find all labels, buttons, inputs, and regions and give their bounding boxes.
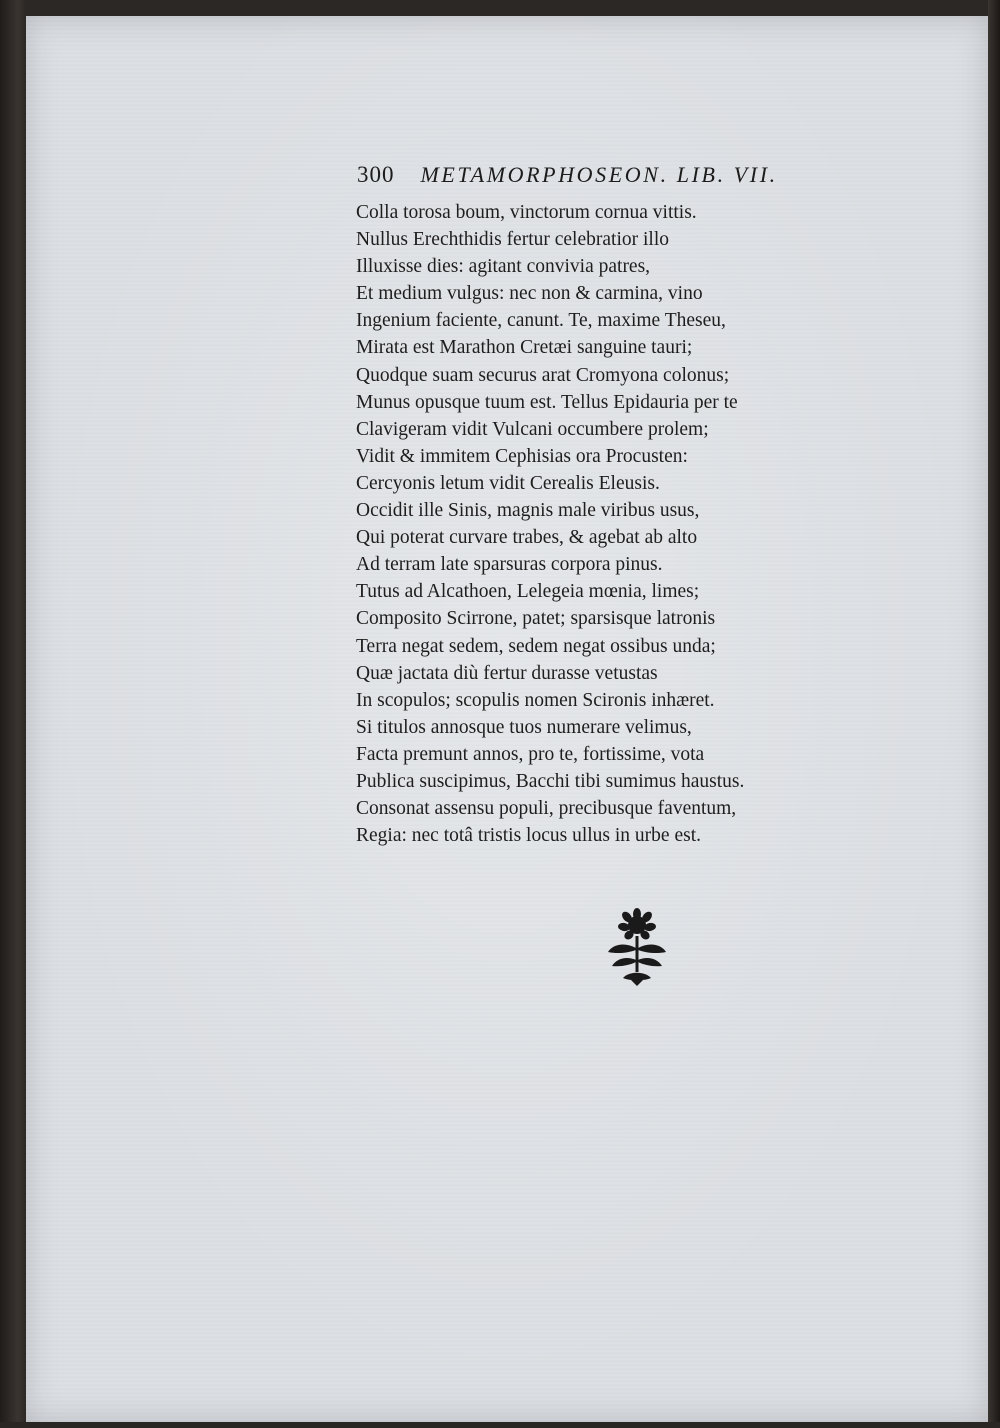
verse-line: Colla torosa boum, vinctorum cornua vittis. — [356, 202, 697, 223]
verse-line: Qui poterat curvare trabes, & agebat ab alto — [356, 527, 698, 549]
verse-line: Quodque suam securus arat Cromyona colonus; — [356, 364, 730, 386]
verse-line: Si titulos annosque tuos numerare velimus, — [356, 716, 692, 738]
verse-line: Publica suscipimus, Bacchi tibi sumimus haustus. — [356, 770, 745, 792]
verse-line: Vidit & immitem Cephisias ora Procusten: — [356, 445, 688, 467]
page-number: 300 — [357, 162, 395, 187]
verse-line: Illuxisse dies: agitant convivia patres, — [356, 256, 651, 278]
page-edge-bottom — [0, 1422, 1000, 1428]
verse-line: Consonat assensu populi, precibusque faventum, — [356, 798, 737, 820]
page-header — [357, 162, 877, 188]
verse-line: In scopulos; scopulis nomen Scironis inhæret. — [356, 689, 715, 711]
running-title: METAMORPHOSEON. LIB. VII. — [420, 162, 778, 187]
verse-line: Munus opusque tuum est. Tellus Epidauria per te — [356, 391, 738, 413]
verse-line: Quæ jactata diù fertur durasse vetustas — [356, 662, 658, 684]
verse-line: Tutus ad Alcathoen, Lelegeia mœnia, limes; — [356, 581, 700, 603]
verse-line: Regia: nec totâ tristis locus ullus in urbe est. — [356, 825, 701, 847]
verse-line: Et medium vulgus: nec non & carmina, vino — [356, 283, 703, 305]
verse-line: Facta premunt annos, pro te, fortissime, vota — [356, 743, 705, 765]
verse-line: Nullus Erechthidis fertur celebratior illo — [356, 229, 669, 251]
verse-text — [356, 199, 744, 849]
verse-line: Mirata est Marathon Cretæi sanguine tauri; — [356, 337, 693, 359]
verse-line: Ingenium faciente, canunt. Te, maxime Theseu, — [356, 310, 726, 332]
verse-line: Composito Scirrone, patet; sparsisque latronis — [356, 608, 716, 630]
verse-line: Occidit ille Sinis, magnis male viribus usus, — [356, 500, 700, 522]
verse-line: Cercyonis letum vidit Cerealis Eleusis. — [356, 472, 660, 494]
verse-line: Ad terram late sparsuras corpora pinus. — [356, 554, 663, 576]
page-edge — [988, 0, 1000, 1428]
verse-line: Terra negat sedem, sedem negat ossibus unda; — [356, 635, 716, 657]
flower-ornament-icon — [603, 908, 671, 986]
verse-line: Clavigeram vidit Vulcani occumbere prolem; — [356, 418, 709, 440]
